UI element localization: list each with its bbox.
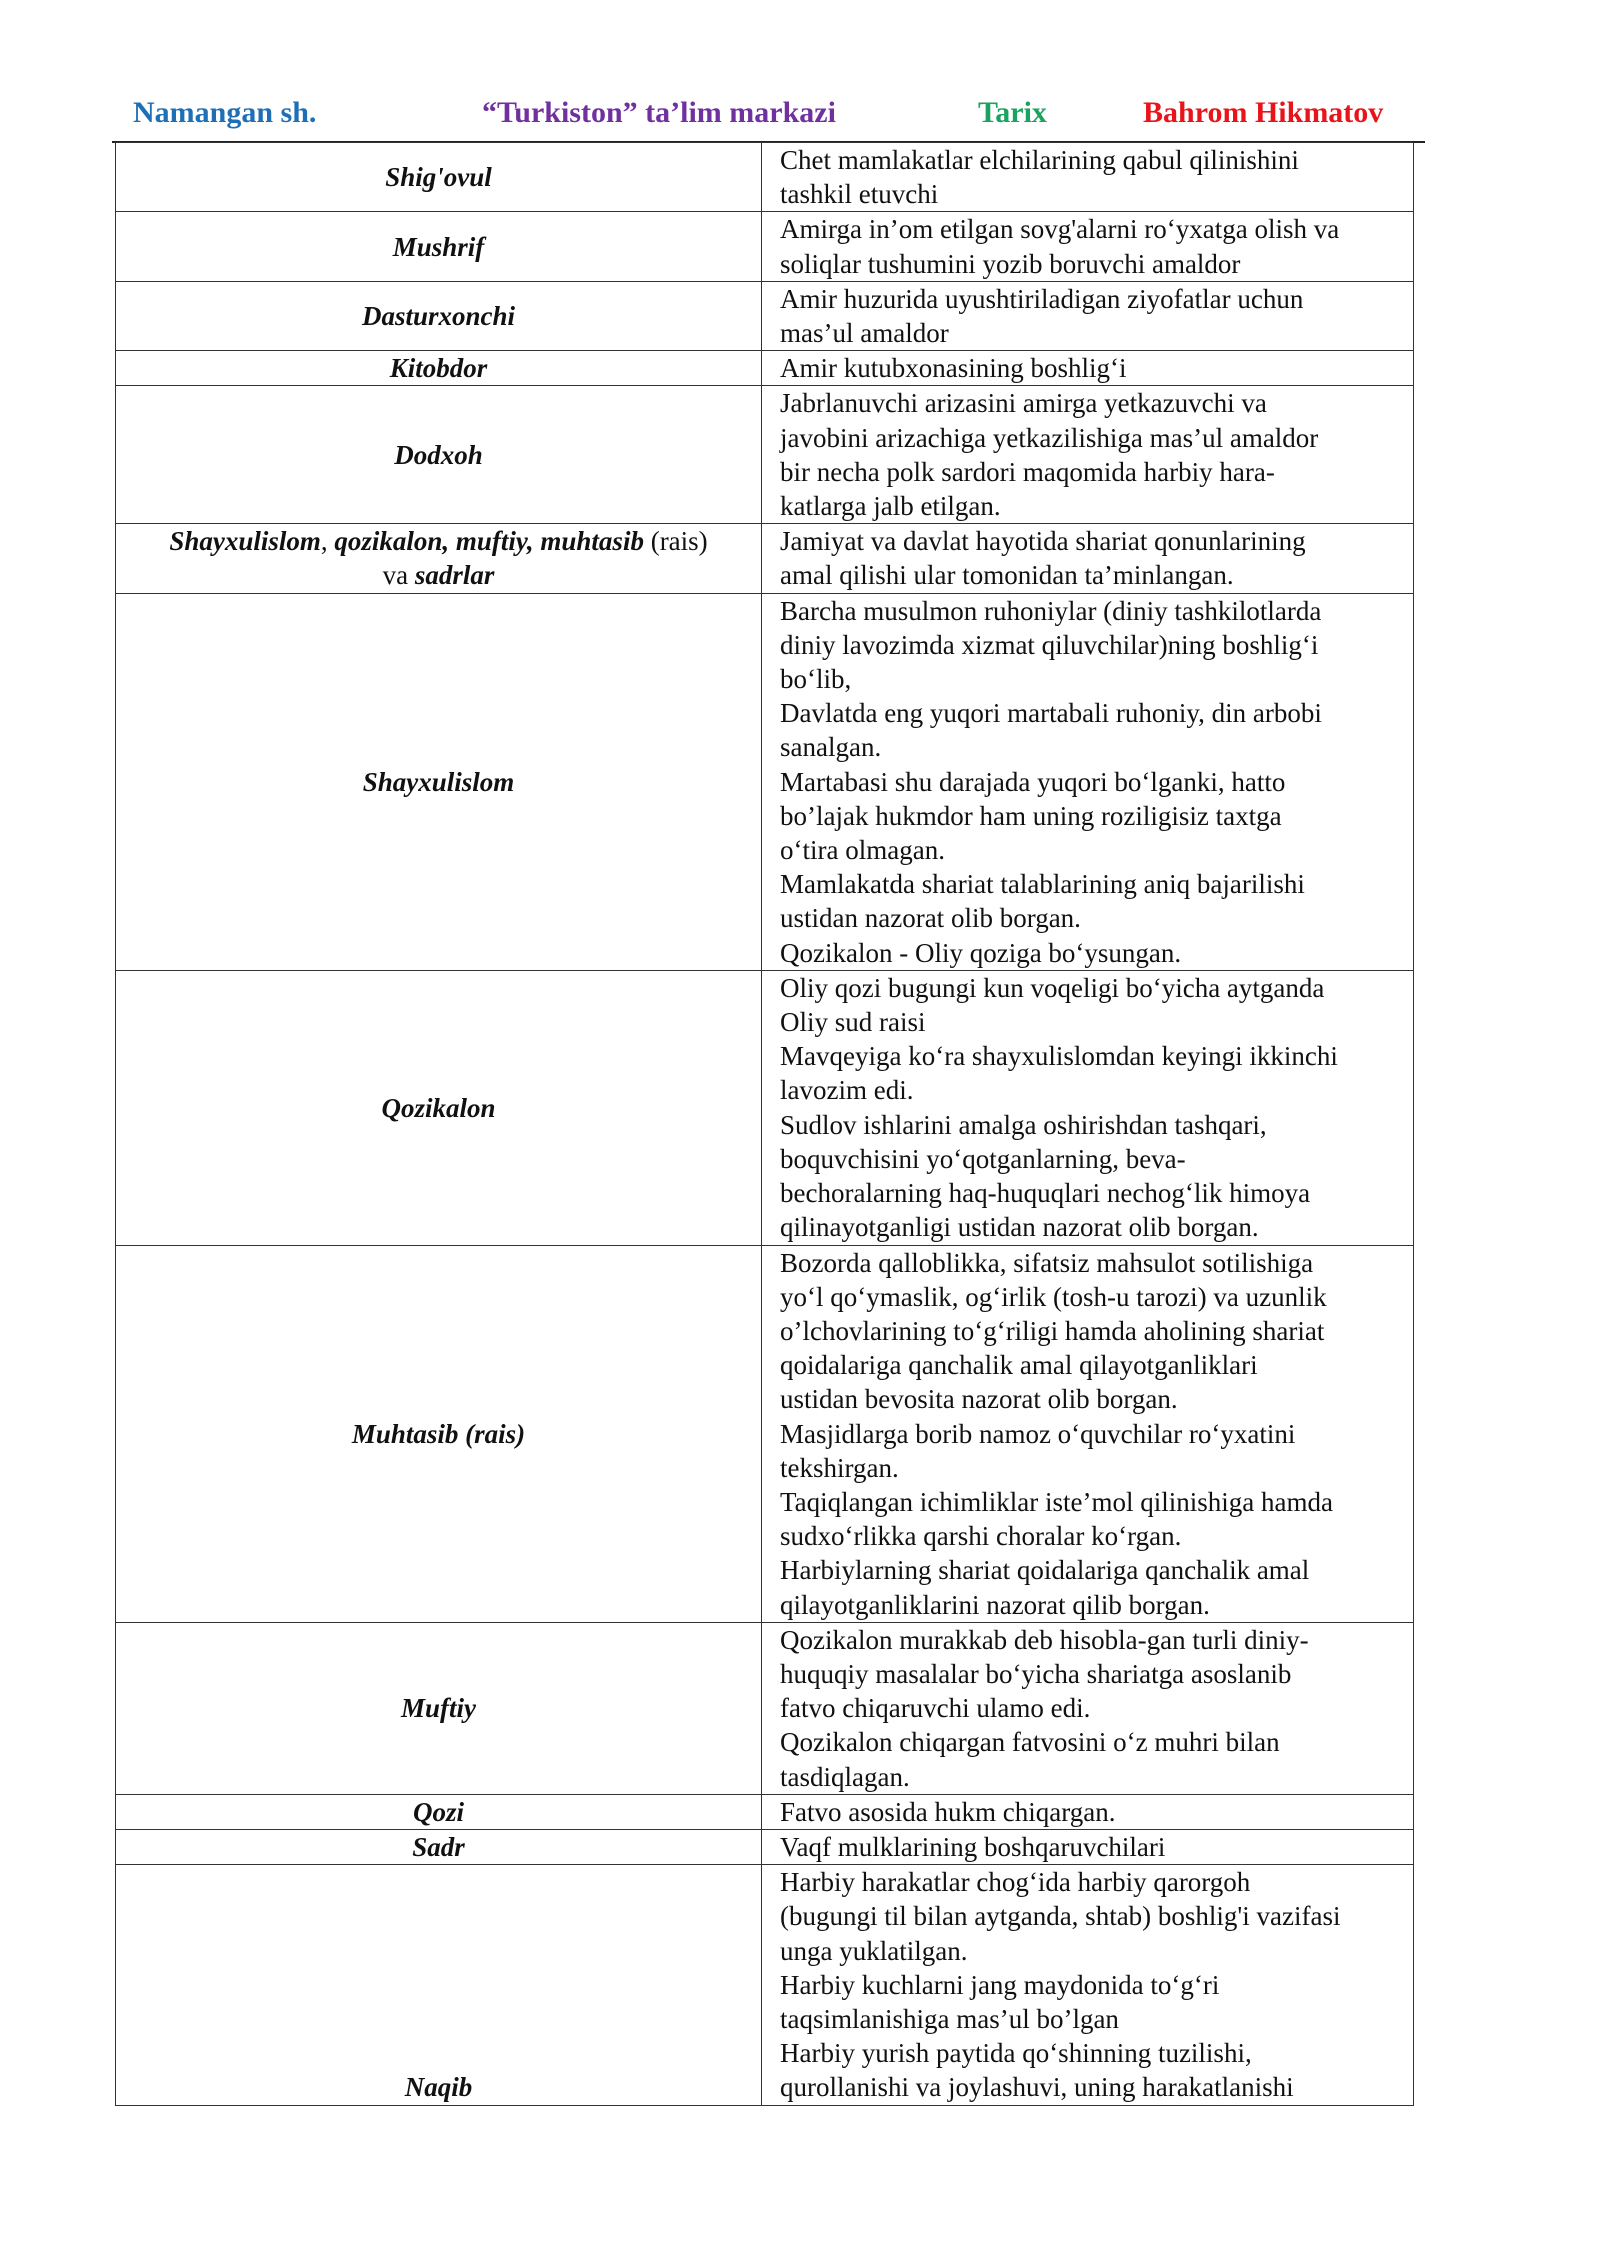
description-line: qoidalariga qanchalik amal qilayotganliklari bbox=[780, 1350, 1258, 1381]
description-line: fatvo chiqaruvchi ulamo edi. bbox=[780, 1693, 1091, 1724]
table-row bbox=[116, 386, 1414, 524]
description-line: (bugungi til bilan aytganda, shtab) boshlig'i vazifasi bbox=[780, 1901, 1341, 1932]
description-line: unga yuklatilgan. bbox=[780, 1935, 968, 1966]
description-line: Martabasi shu darajada yuqori bo‘lganki, hatto bbox=[780, 766, 1286, 797]
description-line: Chet mamlakatlar elchilarining qabul qilinishini bbox=[780, 145, 1299, 175]
description-line: mas’ul amaldor bbox=[780, 318, 949, 349]
role-cell: Dasturxonchi bbox=[116, 281, 762, 350]
header-subject: Tarix bbox=[978, 96, 1047, 129]
description-line: yo‘l qo‘ymaslik, og‘irlik (tosh-u tarozi) va uzunlik bbox=[780, 1281, 1327, 1312]
description-line: qilayotganliklarini nazorat qilib borgan. bbox=[780, 1589, 1210, 1620]
role-part: sadrlar bbox=[414, 560, 495, 591]
description-cell bbox=[762, 970, 1414, 1245]
description-line: diniy lavozimda xizmat qiluvchilar)ning boshlig‘i bbox=[780, 629, 1319, 660]
description-cell bbox=[762, 1794, 1414, 1829]
description-line: huquqiy masalalar bo‘yicha shariatga asoslanib bbox=[780, 1658, 1292, 1689]
description-line: bir necha polk sardori maqomida harbiy hara- bbox=[780, 456, 1275, 487]
description-line: tekshirgan. bbox=[780, 1452, 899, 1483]
description-line: taqsimlanishiga mas’ul bo’lgan bbox=[780, 2003, 1119, 2034]
description-line: Masjidlarga borib namoz o‘quvchilar ro‘yxatini bbox=[780, 1418, 1296, 1449]
description-line: qurollanishi va joylashuvi, uning harakatlanishi bbox=[780, 2072, 1294, 2103]
description-cell bbox=[762, 281, 1414, 350]
description-line: boquvchisini yo‘qotganlarning, beva- bbox=[780, 1143, 1186, 1174]
description-cell bbox=[762, 212, 1414, 281]
page-header bbox=[112, 96, 1424, 136]
description-line: Qozikalon chiqargan fatvosini o‘z muhri bilan bbox=[780, 1727, 1280, 1758]
role-part: Shayxulislom bbox=[169, 526, 321, 557]
description-line: Qozikalon murakkab deb hisobla-gan turli diniy- bbox=[780, 1624, 1309, 1655]
table-row bbox=[116, 1829, 1414, 1864]
description-cell bbox=[762, 1829, 1414, 1864]
table-row bbox=[116, 1245, 1414, 1622]
description-cell bbox=[762, 1622, 1414, 1794]
role-cell: Naqib bbox=[116, 1865, 762, 2105]
role-cell: Dodxoh bbox=[116, 386, 762, 524]
role-cell: Muhtasib (rais) bbox=[116, 1245, 762, 1622]
description-line: katlarga jalb etilgan. bbox=[780, 491, 1001, 522]
role-cell: Kitobdor bbox=[116, 351, 762, 386]
table-row bbox=[116, 524, 1414, 593]
description-line: Davlatda eng yuqori martabali ruhoniy, din arbobi bbox=[780, 698, 1322, 729]
description-line: Amir kutubxonasining boshlig‘i bbox=[780, 353, 1127, 384]
role-part: (rais) bbox=[643, 526, 708, 557]
role-part: va bbox=[382, 560, 415, 591]
table-row bbox=[116, 970, 1414, 1245]
description-line: amal qilishi ular tomonidan ta’minlangan. bbox=[780, 560, 1234, 591]
description-line: tasdiqlagan. bbox=[780, 1761, 910, 1792]
description-cell bbox=[762, 1865, 1414, 2105]
description-cell bbox=[762, 593, 1414, 970]
description-line: Sudlov ishlarini amalga oshirishdan tashqari, bbox=[780, 1109, 1267, 1140]
description-line: ustidan nazorat olib borgan. bbox=[780, 903, 1081, 934]
description-line: Harbiy yurish paytida qo‘shinning tuzilishi, bbox=[780, 2038, 1252, 2069]
table-row bbox=[116, 351, 1414, 386]
description-line: qilinayotganligi ustidan nazorat olib borgan. bbox=[780, 1212, 1259, 1243]
description-cell bbox=[762, 386, 1414, 524]
description-line: Oliy sud raisi bbox=[780, 1007, 926, 1038]
description-line: Harbiy harakatlar chog‘ida harbiy qarorgoh bbox=[780, 1867, 1251, 1898]
description-line: javobini arizachiga yetkazilishiga mas’ul amaldor bbox=[780, 422, 1319, 453]
description-line: Vaqf mulklarining boshqaruvchilari bbox=[780, 1831, 1166, 1862]
description-line: bechoralarning haq-huquqlari nechog‘lik himoya bbox=[780, 1178, 1311, 1209]
description-line: sudxo‘rlikka qarshi choralar ko‘rgan. bbox=[780, 1521, 1182, 1552]
role-cell: Shig'ovul bbox=[116, 143, 762, 212]
role-cell: Shayxulislom bbox=[116, 593, 762, 970]
role-cell: Muftiy bbox=[116, 1622, 762, 1794]
description-line: o’lchovlarining to‘g‘riligi hamda aholining shariat bbox=[780, 1315, 1325, 1346]
description-line: Amirga in’om etilgan sovg'alarni ro‘yxatga olish va bbox=[780, 214, 1340, 245]
role-cell: Mushrif bbox=[116, 212, 762, 281]
description-line: Fatvo asosida hukm chiqargan. bbox=[780, 1796, 1116, 1827]
description-line: Bozorda qalloblikka, sifatsiz mahsulot sotilishiga bbox=[780, 1247, 1314, 1278]
table-row bbox=[116, 1794, 1414, 1829]
table-row bbox=[116, 212, 1414, 281]
role-cell: Qozikalon bbox=[116, 970, 762, 1245]
table-row bbox=[116, 281, 1414, 350]
description-cell bbox=[762, 524, 1414, 593]
description-line: Oliy qozi bugungi kun voqeligi bo‘yicha aytganda bbox=[780, 972, 1325, 1003]
description-line: Jamiyat va davlat hayotida shariat qonunlarining bbox=[780, 526, 1306, 557]
table-row bbox=[116, 143, 1414, 212]
role-cell: Sadr bbox=[116, 1829, 762, 1864]
description-line: tashkil etuvchi bbox=[780, 179, 939, 210]
description-line: ustidan bevosita nazorat olib borgan. bbox=[780, 1384, 1178, 1415]
table-row bbox=[116, 593, 1414, 970]
description-line: bo‘lib, bbox=[780, 664, 852, 695]
table-row bbox=[116, 1865, 1414, 2105]
table-row bbox=[116, 1622, 1414, 1794]
role-cell: Qozi bbox=[116, 1794, 762, 1829]
description-line: Qozikalon - Oliy qoziga bo‘ysungan. bbox=[780, 937, 1182, 968]
description-cell bbox=[762, 1245, 1414, 1622]
description-line: sanalgan. bbox=[780, 732, 882, 763]
header-author: Bahrom Hikmatov bbox=[1143, 96, 1384, 129]
description-line: bo’lajak hukmdor ham uning roziligisiz taxtga bbox=[780, 800, 1282, 831]
description-line: o‘tira olmagan. bbox=[780, 835, 945, 866]
role-cell bbox=[116, 524, 762, 593]
description-cell bbox=[762, 143, 1414, 212]
header-city: Namangan sh. bbox=[133, 96, 317, 129]
header-center: “Turkiston” ta’lim markazi bbox=[482, 96, 836, 129]
description-line: Harbiy kuchlarni jang maydonida to‘g‘ri bbox=[780, 1969, 1220, 2000]
description-line: Barcha musulmon ruhoniylar (diniy tashkilotlarda bbox=[780, 595, 1322, 626]
description-line: Mamlakatda shariat talablarining aniq bajarilishi bbox=[780, 869, 1305, 900]
description-line: Mavqeyiga ko‘ra shayxulislomdan keyingi ikkinchi bbox=[780, 1041, 1338, 1072]
description-cell bbox=[762, 351, 1414, 386]
description-line: soliqlar tushumini yozib boruvchi amaldor bbox=[780, 248, 1241, 279]
description-line: lavozim edi. bbox=[780, 1075, 914, 1106]
description-line: Taqiqlangan ichimliklar iste’mol qilinishiga hamda bbox=[780, 1486, 1333, 1517]
description-line: Jabrlanuvchi arizasini amirga yetkazuvchi va bbox=[780, 388, 1267, 419]
role-part: , bbox=[320, 526, 335, 557]
description-line: Harbiylarning shariat qoidalariga qanchalik amal bbox=[780, 1555, 1310, 1586]
role-part: qozikalon, muftiy, muhtasib bbox=[334, 526, 644, 557]
officials-table bbox=[115, 142, 1414, 2106]
description-line: Amir huzurida uyushtiriladigan ziyofatlar uchun bbox=[780, 283, 1304, 314]
